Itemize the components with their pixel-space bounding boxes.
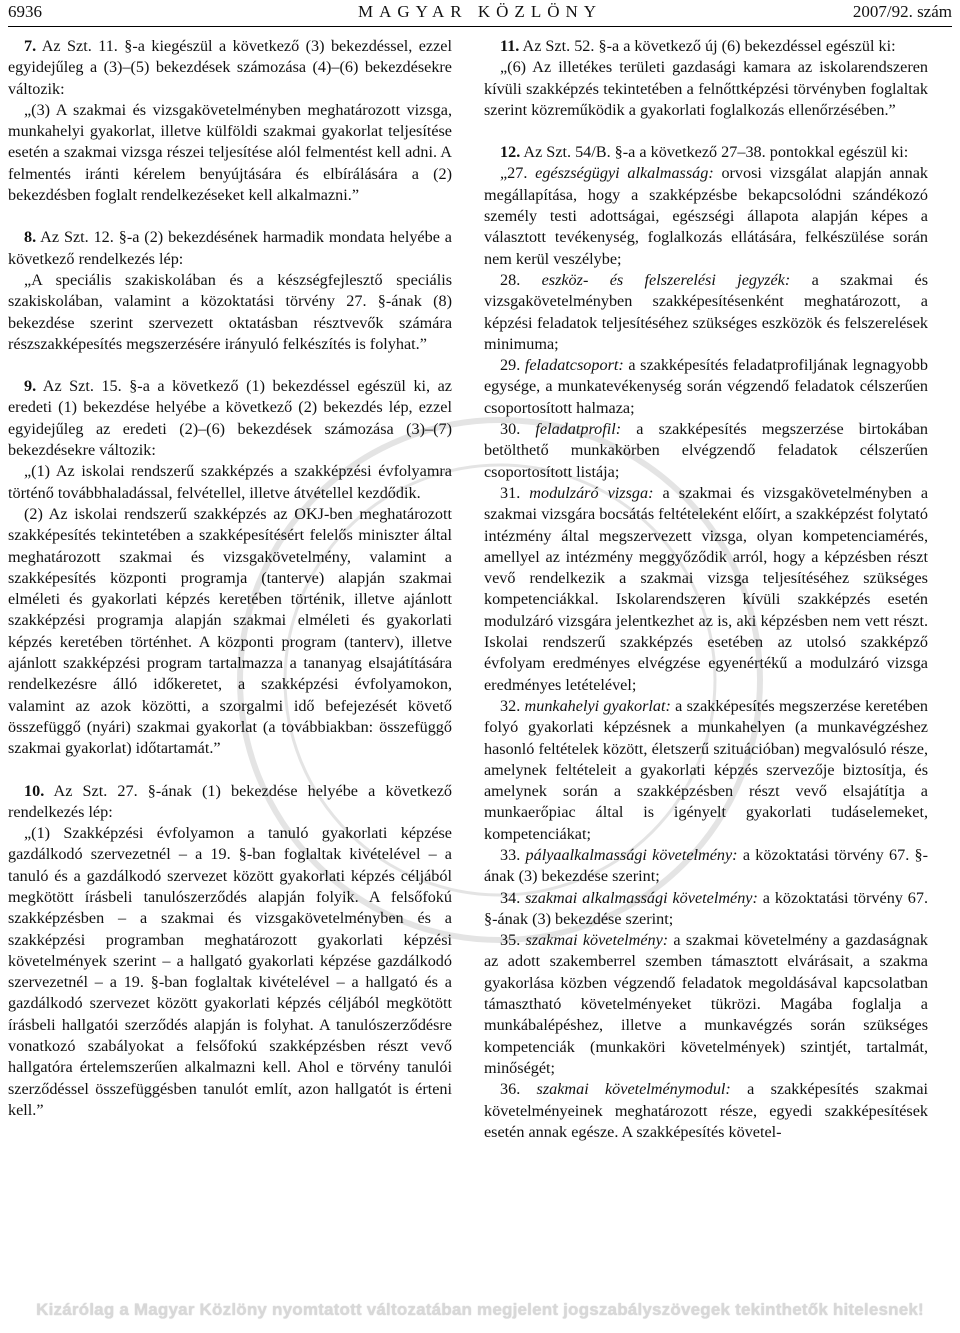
- section-number: 9.: [24, 377, 37, 396]
- definition-text: a szakképesítés szakmai követelményeinek meghatározott része, egyedi szakképesítések esetén annak egésze. A szakképesítés követel-: [484, 1080, 929, 1141]
- right-column: [484, 36, 928, 1143]
- paragraph: [8, 227, 452, 270]
- definition-item: [484, 696, 928, 845]
- item-number: 34.: [500, 888, 526, 907]
- paragraph: [484, 36, 928, 57]
- defined-term: modulzáró vizsga:: [529, 483, 654, 502]
- definition-text: a közoktatási törvény 67. §-ának (3) bekezdése szerint;: [484, 888, 929, 928]
- paragraph: [484, 142, 928, 163]
- paragraph: (2) Az iskolai rendszerű szakképzés az OKJ-ben meghatározott szakképesítés tekintetében a szakképesítésért felelős miniszter által meghatározott szakmai és vizsgakövetelmény, valamint a szakképesítés központi programja (tanterve) alapján szakmai elméleti és gyakorlati képzés keretében történik, illetve ajánlott szakképzési programja alapján szakmai elméleti és gyakorlati képzés keretében történhet. A központi program (tanterv), illetve ajánlott szakképzési program tartalmazza a tananyag elsajátítására rendelkezésre álló időkeretet, a szakképzési évfolyamokon, valamint az azok közötti, a szorgalmi idő befejezését követő összefüggő (nyári) szakmai gyakorlat (a továbbiakban: összefüggő szakmai gyakorlat) időtartamát.”: [8, 504, 452, 758]
- section-heading: Az Szt. 52. §-a a következő új (6) bekezdéssel egészül ki:: [522, 37, 896, 55]
- definition-item: [484, 163, 928, 269]
- definition-text: a szakképesítés feladatprofiljának legnagyobb egysége, a munkatevékenység során végzendő feladatok célszerűen csoportosított halmaza;: [484, 356, 929, 417]
- definition-text: a közoktatási törvény 67. §-ának (3) bekezdése szerint;: [484, 845, 928, 886]
- defined-term: feladatprofil:: [535, 420, 622, 439]
- item-number: 31.: [500, 483, 530, 502]
- section-number: 12.: [500, 143, 521, 162]
- item-number: 30.: [500, 420, 536, 439]
- item-number: 33.: [500, 845, 526, 864]
- paragraph: „(1) Az iskolai rendszerű szakképzés a szakképzési évfolyamra történő továbbhaladással, felvétellel, illetve átvétellel kezdődik.: [8, 462, 452, 502]
- section-number: 7.: [24, 37, 37, 55]
- left-column: [8, 36, 452, 1121]
- paragraph: [8, 376, 452, 461]
- definition-item: [484, 355, 928, 419]
- paragraph: „(3) A szakmai és vizsgakövetelményben meghatározott vizsga, munkahelyi gyakorlat, illetve külföldi szakmai gyakorlat teljesítése esetén a szakmai vizsga részei teljesítése alól felmentést kell adni. A felmentés iránti kérelem benyújtására és elbírálására a (2) bekezdésben foglalt rendelkezéseket kell alkalmazni.”: [8, 100, 452, 205]
- item-number: 35.: [500, 931, 526, 950]
- definition-text: a szakmai követelmény a gazdaságnak az adott szakemberrel szemben támasztott elvárásait, a szakma gyakorlása közben végzendő feladatok megoldásával kapcsolatban támasztható követelményeket tükrözi. Magába foglalja a munkábalépéshez, illetve a munkavégzés során szükséges kompetenciák (munkaköri követelmények) szintjét, tartalmát, minőségét;: [484, 931, 928, 1077]
- defined-term: feladatcsoport:: [524, 356, 624, 375]
- definition-text: a szakmai és vizsgakövetelményben szakképesítésenként meghatározott, a képzési feladatok teljesítéséhez szükséges eszközök és felszerelések minimuma;: [484, 270, 928, 353]
- defined-term: szakmai alkalmassági követelmény:: [525, 888, 758, 907]
- defined-term: szakmai követelménymodul:: [536, 1080, 731, 1099]
- definition-text: orvosi vizsgálat alapján annak megállapítása, hogy a szakképzésbe bekapcsolódni szándékozó személy testi adottságai, egészségi állapota alapján képes a választott tevékenység, foglalkozás ellátására, felkészülése során nem kerül veszélybe;: [484, 164, 929, 268]
- journal-title: MAGYAR KÖZLÖNY: [357, 2, 603, 21]
- paragraph: „(1) Szakképzési évfolyamon a tanuló gyakorlati képzése gazdálkodó szervezetnél – a 19. §-ban foglaltak kivételével – a tanuló és a gazdálkodó szervezet között gyakorlati képzés céljából megkötött írásbeli tanulószerződés alapján folyik. A felsőfokú szakképzésben – a szakmai és vizsgakövetelményben és a szakképzési programban meghatározott gyakorlati képzési követelmények szerint – a hallgató gyakorlati képzése gazdálkodó szervezetnél – a 19. §-ban foglaltak kivételével – a hallgató és a gazdálkodó szervezet között gyakorlati képzés céljából megkötött írásbeli hallgatói szerződés alapján is folyhat. A tanulószerződésre vonatkozó szabályokat a felsőfokú szakképzésben részt vevő hallgatóra értelemszerűen alkalmazni kell. Ahol e törvény tanulói szerződéssel összefüggésben tanulót említ, azon hallgatót is érteni kell.”: [8, 824, 452, 1119]
- item-number: 29.: [500, 356, 525, 375]
- definition-text: a szakképesítés megszerzése birtokában betölthető munkakörben elvégzendő feladatok célszerűen csoportosított listája;: [484, 420, 929, 481]
- definition-item: [484, 270, 928, 355]
- defined-term: munkahelyi gyakorlat:: [524, 696, 671, 715]
- item-number: „27.: [500, 164, 536, 183]
- paragraph: „A speciális szakiskolában és a készségfejlesztő speciális szakiskolában, valamint a közoktatási törvény 27. §-ának (8) bekezdése szerint szervezett oktatásban résztvevők számára részszakképesítés megszerzésére irányuló felkészítés is folyhat.”: [8, 270, 452, 353]
- item-number: 32.: [500, 696, 525, 715]
- paragraph: [8, 36, 452, 100]
- defined-term: egészségügyi alkalmasság:: [535, 164, 714, 183]
- defined-term: szakmai követelmény:: [525, 931, 669, 950]
- definition-item: [484, 845, 928, 888]
- section-number: 10.: [24, 781, 45, 800]
- definition-item: [484, 888, 928, 931]
- definition-item: [484, 419, 928, 483]
- page-number: 6936: [8, 2, 42, 21]
- definition-item: [484, 930, 928, 1079]
- page-header: [8, 0, 952, 27]
- section-heading: Az Szt. 27. §-ának (1) bekezdése helyébe a következő rendelkezés lép:: [8, 781, 452, 821]
- definition-text: a szakmai és vizsgakövetelményben a szakmai vizsgára bocsátás feltételeként előírt, a szakképzést folytató intézmény által megszervezett vizsga, olyan kompetenciamérés, amellyel az intézmény meggyőződik arról, hogy a képzésben részt vevő rendelkezik a szakmai vizsga teljesítéséhez szükséges kompetenciákkal. Iskolarendszeren kívüli szakképzés esetén modulzáró vizsgára jelentkezhet az is, aki képzésben nem vett részt. Iskolai rendszerű szakképzés esetében az utolsó szakképző évfolyam eredményes elvégzése egyenértékű a modulzáró vizsga eredményes letételével;: [484, 483, 928, 694]
- authenticity-disclaimer: Kizárólag a Magyar Közlöny nyomtatott változatában megjelent jogszabályszövegek tekinthetők hitelesnek!: [36, 1300, 924, 1319]
- paragraph: [8, 781, 452, 824]
- paragraph: „(6) Az illetékes területi gazdasági kamara az iskolarendszeren kívüli szakképzés tekintetében a felnőttképzési törvényben foglaltak szerint közreműködik a gyakorlati foglalkozás ellenőrzésében.”: [484, 58, 928, 119]
- defined-term: pályaalkalmassági követelmény:: [525, 845, 738, 864]
- section-heading: Az Szt. 15. §-a a következő (1) bekezdéssel egészül ki, az eredeti (1) bekezdése helyébe a következő (2) bekezdés lép, ezzel egyidejűleg az eredeti (2)–(6) bekezdések számozása (3)–(7) bekezdésekre változik:: [8, 377, 452, 460]
- definition-item: [484, 483, 928, 696]
- section-heading: Az Szt. 11. §-a kiegészül a következő (3) bekezdéssel, ezzel egyidejűleg a (3)–(5) bekezdések számozása (4)–(6) bekezdésekre változik:: [8, 37, 452, 98]
- item-number: 28.: [500, 270, 542, 289]
- section-heading: Az Szt. 54/B. §-a a következő 27–38. pontokkal egészül ki:: [523, 143, 909, 162]
- section-number: 8.: [24, 228, 37, 247]
- item-number: 36.: [500, 1080, 537, 1099]
- section-number: 11.: [500, 37, 520, 55]
- section-heading: Az Szt. 12. §-a (2) bekezdésének harmadik mondata helyébe a következő rendelkezés lép:: [8, 228, 452, 268]
- definition-item: [484, 1079, 928, 1143]
- definition-text: a szakképesítés megszerzése keretében folyó gyakorlati képzésnek a munkahelyen (a munkavégzéshez hasonló feltételek között, életszerű szituációban) megvalósuló része, amelynek feltételeit a gyakorlati képzés szervezője biztosítja, és amelynek során a szakképzésben részt vevő elsajátítja a munkaerőpiac által is igényelt gyakorlati tudáselemeket, kompetenciákat;: [484, 696, 929, 843]
- issue-number: 2007/92. szám: [852, 2, 952, 21]
- defined-term: eszköz- és felszerelési jegyzék:: [541, 270, 791, 289]
